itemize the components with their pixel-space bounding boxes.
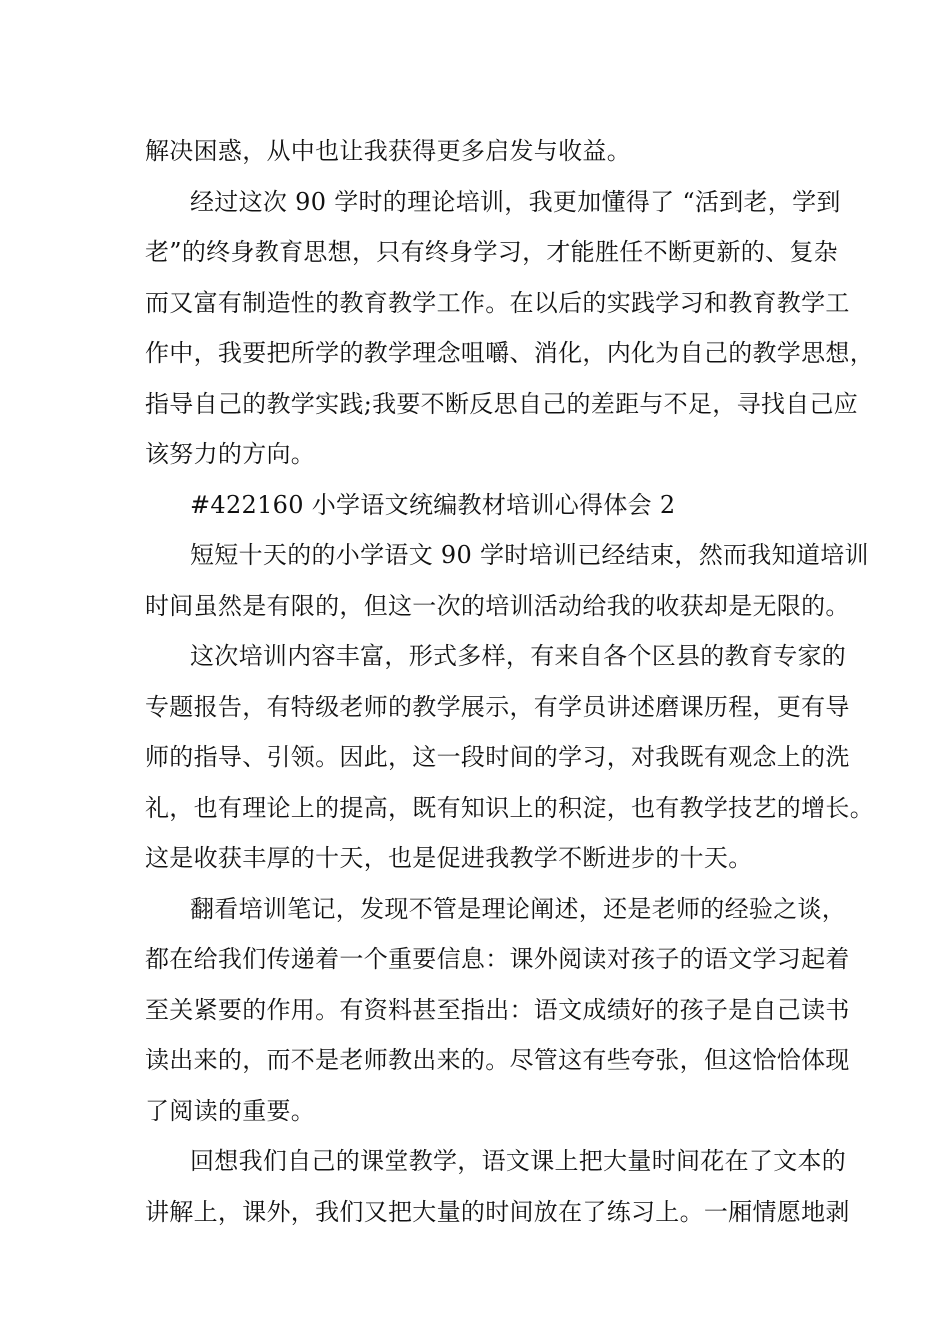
text-line: 礼，也有理论上的提高，既有知识上的积淀，也有教学技艺的增长。 [145, 794, 874, 822]
text-line: 翻看培训笔记，发现不管是理论阐述，还是老师的经验之谈， [190, 895, 847, 923]
text-line: 专题报告，有特级老师的教学展示，有学员讲述磨课历程，更有导 [145, 693, 850, 721]
text-line: 了阅读的重要。 [145, 1097, 316, 1125]
text-line: 都在给我们传递着一个重要信息：课外阅读对孩子的语文学习起着 [145, 945, 850, 973]
text-line: 读出来的，而不是老师教出来的。尽管这有些夸张，但这恰恰体现 [145, 1046, 850, 1074]
section-heading: #422160 小学语文统编教材培训心得体会 2 [190, 491, 676, 519]
text-line: 这次培训内容丰富，形式多样，有来自各个区县的教育专家的 [190, 642, 847, 670]
text-line: 作中，我要把所学的教学理念咀嚼、消化，内化为自己的教学思想， [145, 339, 874, 367]
text-line: 指导自己的教学实践;我要不断反思自己的差距与不足，寻找自己应 [145, 390, 859, 418]
text-line: 短短十天的的小学语文 90 学时培训已经结束，然而我知道培训 [190, 541, 869, 569]
text-line: 师的指导、引领。因此，这一段时间的学习，对我既有观念上的洗 [145, 743, 850, 771]
text-line: 这是收获丰厚的十天，也是促进我教学不断进步的十天。 [145, 844, 753, 872]
text-line: 老”的终身教育思想，只有终身学习，才能胜任不断更新的、复杂 [145, 238, 838, 266]
text-line: 回想我们自己的课堂教学，语文课上把大量时间花在了文本的 [190, 1147, 847, 1175]
text-line: 解决困惑，从中也让我获得更多启发与收益。 [145, 137, 631, 165]
text-line: 时间虽然是有限的，但这一次的培训活动给我的收获却是无限的。 [145, 592, 850, 620]
text-line: 经过这次 90 学时的理论培训，我更加懂得了 “活到老，学到 [190, 188, 841, 216]
text-line: 至关紧要的作用。有资料甚至指出：语文成绩好的孩子是自己读书 [145, 996, 850, 1024]
text-line: 该努力的方向。 [145, 440, 316, 468]
text-line: 而又富有制造性的教育教学工作。在以后的实践学习和教育教学工 [145, 289, 850, 317]
text-line: 讲解上，课外，我们又把大量的时间放在了练习上。一厢情愿地剥 [145, 1198, 850, 1226]
